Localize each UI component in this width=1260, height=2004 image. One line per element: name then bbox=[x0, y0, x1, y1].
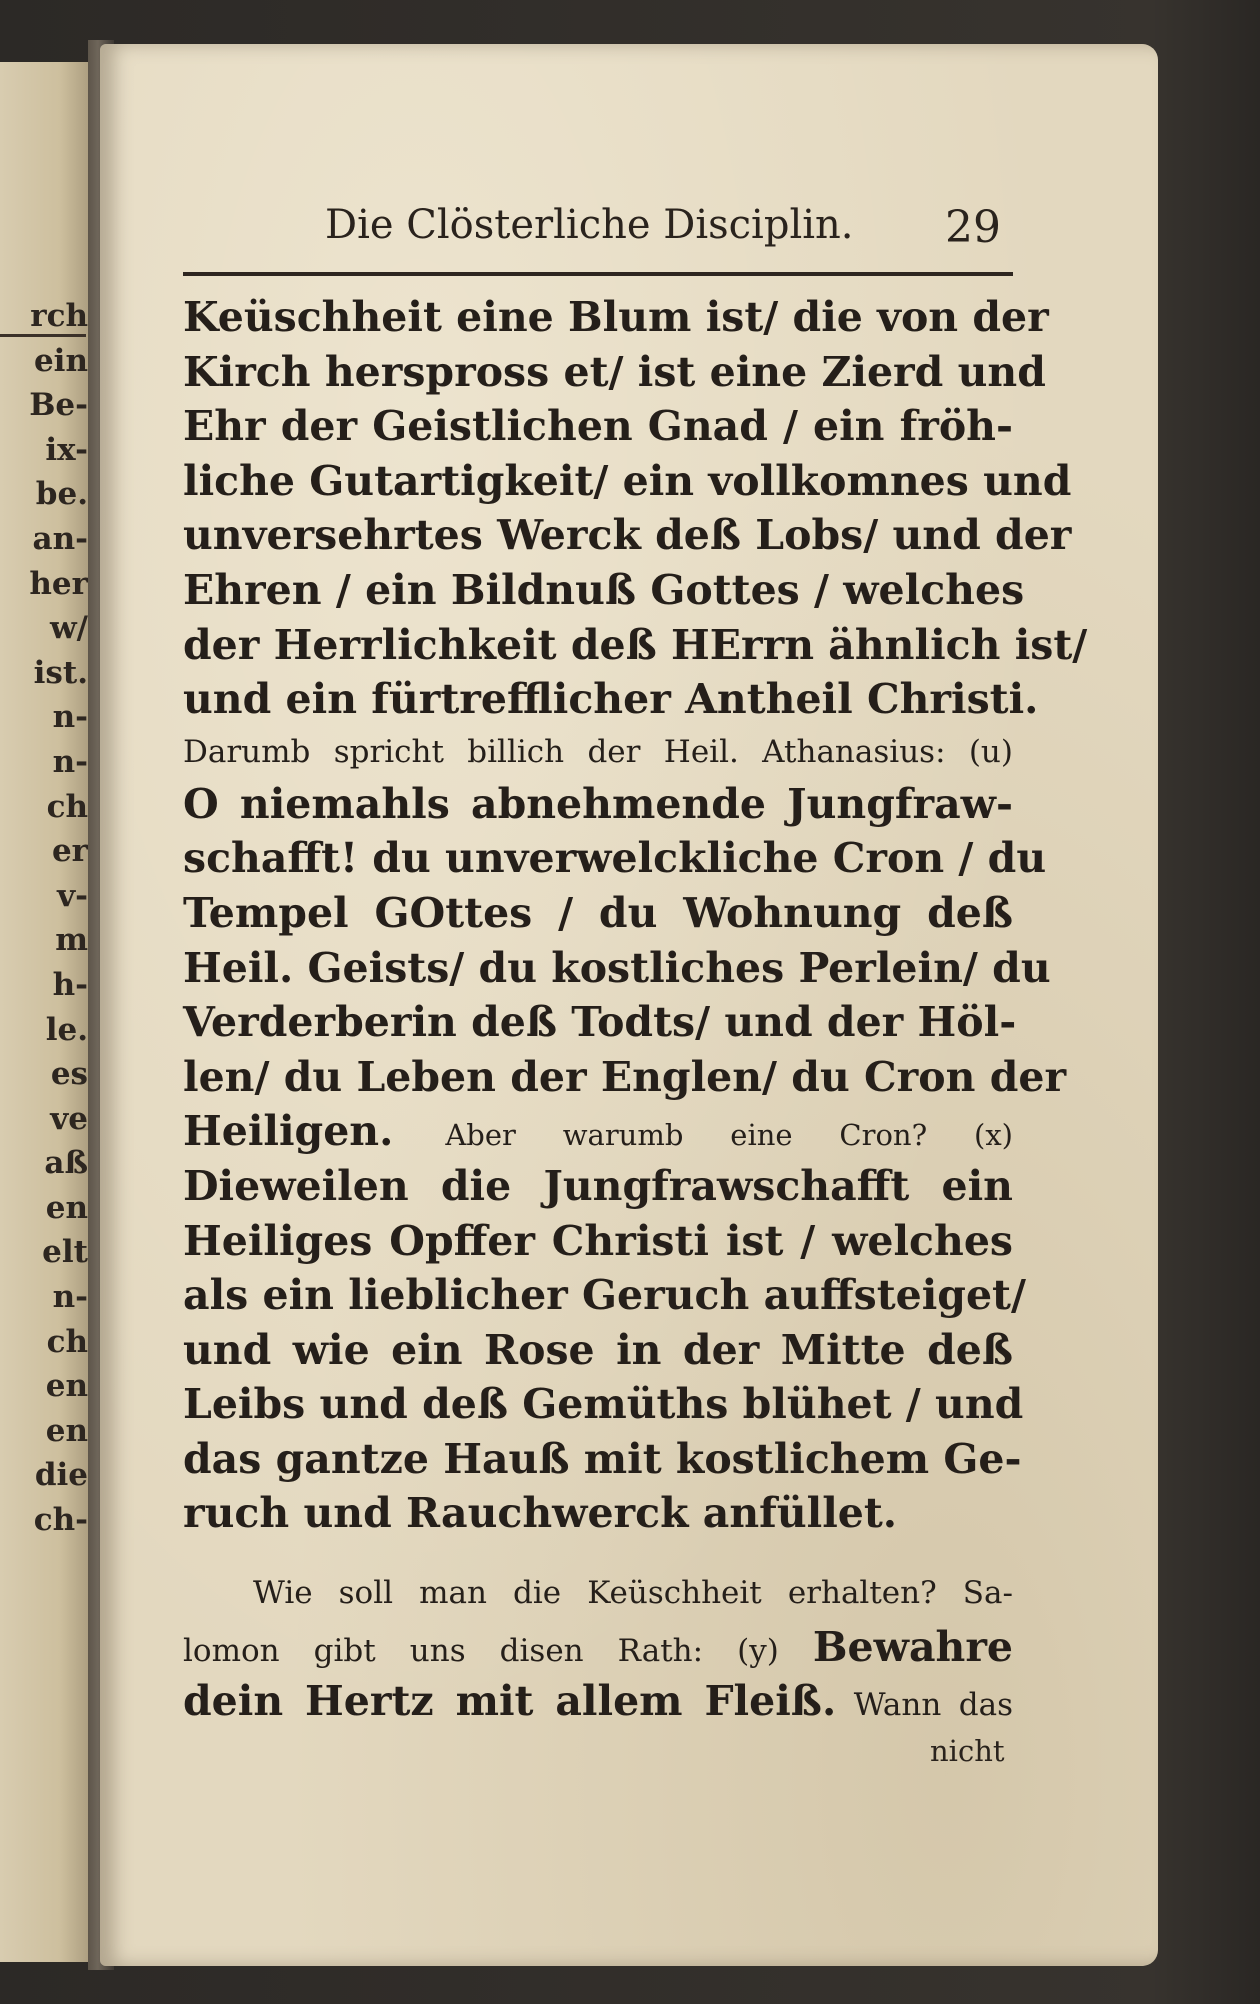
left-fragment: es bbox=[50, 1056, 88, 1093]
page-number: 29 bbox=[945, 202, 1001, 253]
left-fragment: be. bbox=[35, 476, 88, 513]
text-run-small: lomon gibt uns disen Rath: (y) bbox=[183, 1633, 779, 1669]
note-mixed-line bbox=[183, 1674, 1013, 1728]
left-fragment: die bbox=[34, 1457, 88, 1494]
left-fragment: n- bbox=[52, 699, 88, 736]
left-fragment: v- bbox=[57, 877, 88, 914]
citation-line: Darumb spricht billich der Heil. Athanasius: (u) bbox=[183, 733, 1013, 770]
text-line: schafft! du unverwelckliche Cron / du bbox=[183, 834, 1047, 883]
text-line: Kirch herspross et/ ist eine Zierd und bbox=[183, 347, 1046, 396]
text-line: Leibs und deß Gemüths blühet / und bbox=[183, 1380, 1024, 1429]
note-mixed-line bbox=[183, 1620, 1013, 1674]
left-fragment: en bbox=[45, 1368, 88, 1405]
left-fragment: en bbox=[45, 1189, 88, 1226]
left-fragment: h- bbox=[52, 966, 88, 1003]
left-page-edge bbox=[0, 62, 92, 1962]
left-fragment: her bbox=[29, 565, 88, 602]
text-line: Dieweilen die Jungfrawschafft ein bbox=[183, 1161, 1013, 1210]
left-fragment: aß bbox=[44, 1145, 88, 1182]
text-line: liche Gutartigkeit/ ein vollkomnes und bbox=[183, 456, 1072, 505]
text-line: als ein lieblicher Geruch auffsteiget/ bbox=[183, 1271, 1026, 1320]
text-run-small: Wann das bbox=[853, 1687, 1013, 1723]
left-fragment: le. bbox=[45, 1011, 88, 1048]
left-fragment: er bbox=[51, 833, 88, 870]
left-fragment: ch bbox=[46, 788, 88, 825]
text-line: unversehrtes Werck deß Lobs/ und der bbox=[183, 511, 1072, 560]
text-line: das gantze Hauß mit kostlichem Ge- bbox=[183, 1434, 1022, 1483]
text-line: Heil. Geists/ du kostliches Perlein/ du bbox=[183, 943, 1051, 992]
text-line: Ehren / ein Bildnuß Gottes / welches bbox=[183, 565, 1025, 614]
text-line: ruch und Rauchwerck anfüllet. bbox=[183, 1489, 898, 1538]
left-fragment: ein bbox=[33, 342, 88, 379]
body-text bbox=[183, 290, 1088, 1541]
left-fragment: elt bbox=[42, 1234, 88, 1271]
left-fragment: n- bbox=[52, 743, 88, 780]
text-line: len/ du Leben der Englen/ du Cron der bbox=[183, 1052, 1067, 1101]
left-fragment: an- bbox=[32, 520, 88, 557]
left-fragment: w/ bbox=[49, 610, 88, 647]
left-fragment: Be- bbox=[29, 387, 88, 424]
left-fragment: rch bbox=[30, 298, 88, 334]
text-line: Tempel GOttes / du Wohnung deß bbox=[183, 888, 1013, 937]
left-fragment: m bbox=[55, 922, 88, 959]
header-rule bbox=[183, 272, 1013, 276]
running-title: Die Clösterliche Disciplin. bbox=[325, 202, 854, 248]
text-run-small: Aber warumb eine Cron? (x) bbox=[445, 1118, 1013, 1153]
left-fragment: ve bbox=[50, 1100, 88, 1137]
left-fragment: ch bbox=[46, 1323, 88, 1360]
question-paragraph bbox=[183, 1566, 1013, 1728]
text-line: und ein fürtrefflicher Antheil Christi. bbox=[183, 675, 1039, 724]
text-line: der Herrlichkeit deß HErrn ähnlich ist/ bbox=[183, 620, 1088, 669]
left-fragment: ch- bbox=[33, 1502, 88, 1539]
text-run-large: Bewahre bbox=[812, 1623, 1014, 1671]
text-line: Ehr der Geistlichen Gnad / ein fröh- bbox=[183, 402, 1013, 451]
text-line: und wie ein Rose in der Mitte deß bbox=[183, 1325, 1013, 1374]
left-fragment: ix- bbox=[45, 431, 88, 468]
left-fragment: ist. bbox=[33, 654, 88, 691]
catchword: nicht bbox=[930, 1734, 1005, 1768]
text-run-large: Heiligen. bbox=[183, 1107, 394, 1156]
text-line: O niemahls abnehmende Jungfraw- bbox=[183, 779, 1013, 828]
running-head bbox=[325, 202, 1015, 262]
text-line: Heiliges Opffer Christi ist / welches bbox=[183, 1216, 1013, 1265]
left-fragment: n- bbox=[52, 1279, 88, 1316]
text-run-large: dein Hertz mit allem Fleiß. bbox=[183, 1677, 837, 1725]
left-fragment: en bbox=[45, 1412, 88, 1449]
mixed-text-line bbox=[183, 1104, 1013, 1159]
note-line: Wie soll man die Keüschheit erhalten? Sa- bbox=[253, 1575, 1013, 1611]
text-line: Keüschheit eine Blum ist/ die von der bbox=[183, 293, 1049, 341]
left-page-text-fragments bbox=[8, 294, 88, 1543]
text-line: Verderberin deß Todts/ und der Höl- bbox=[183, 998, 1017, 1047]
